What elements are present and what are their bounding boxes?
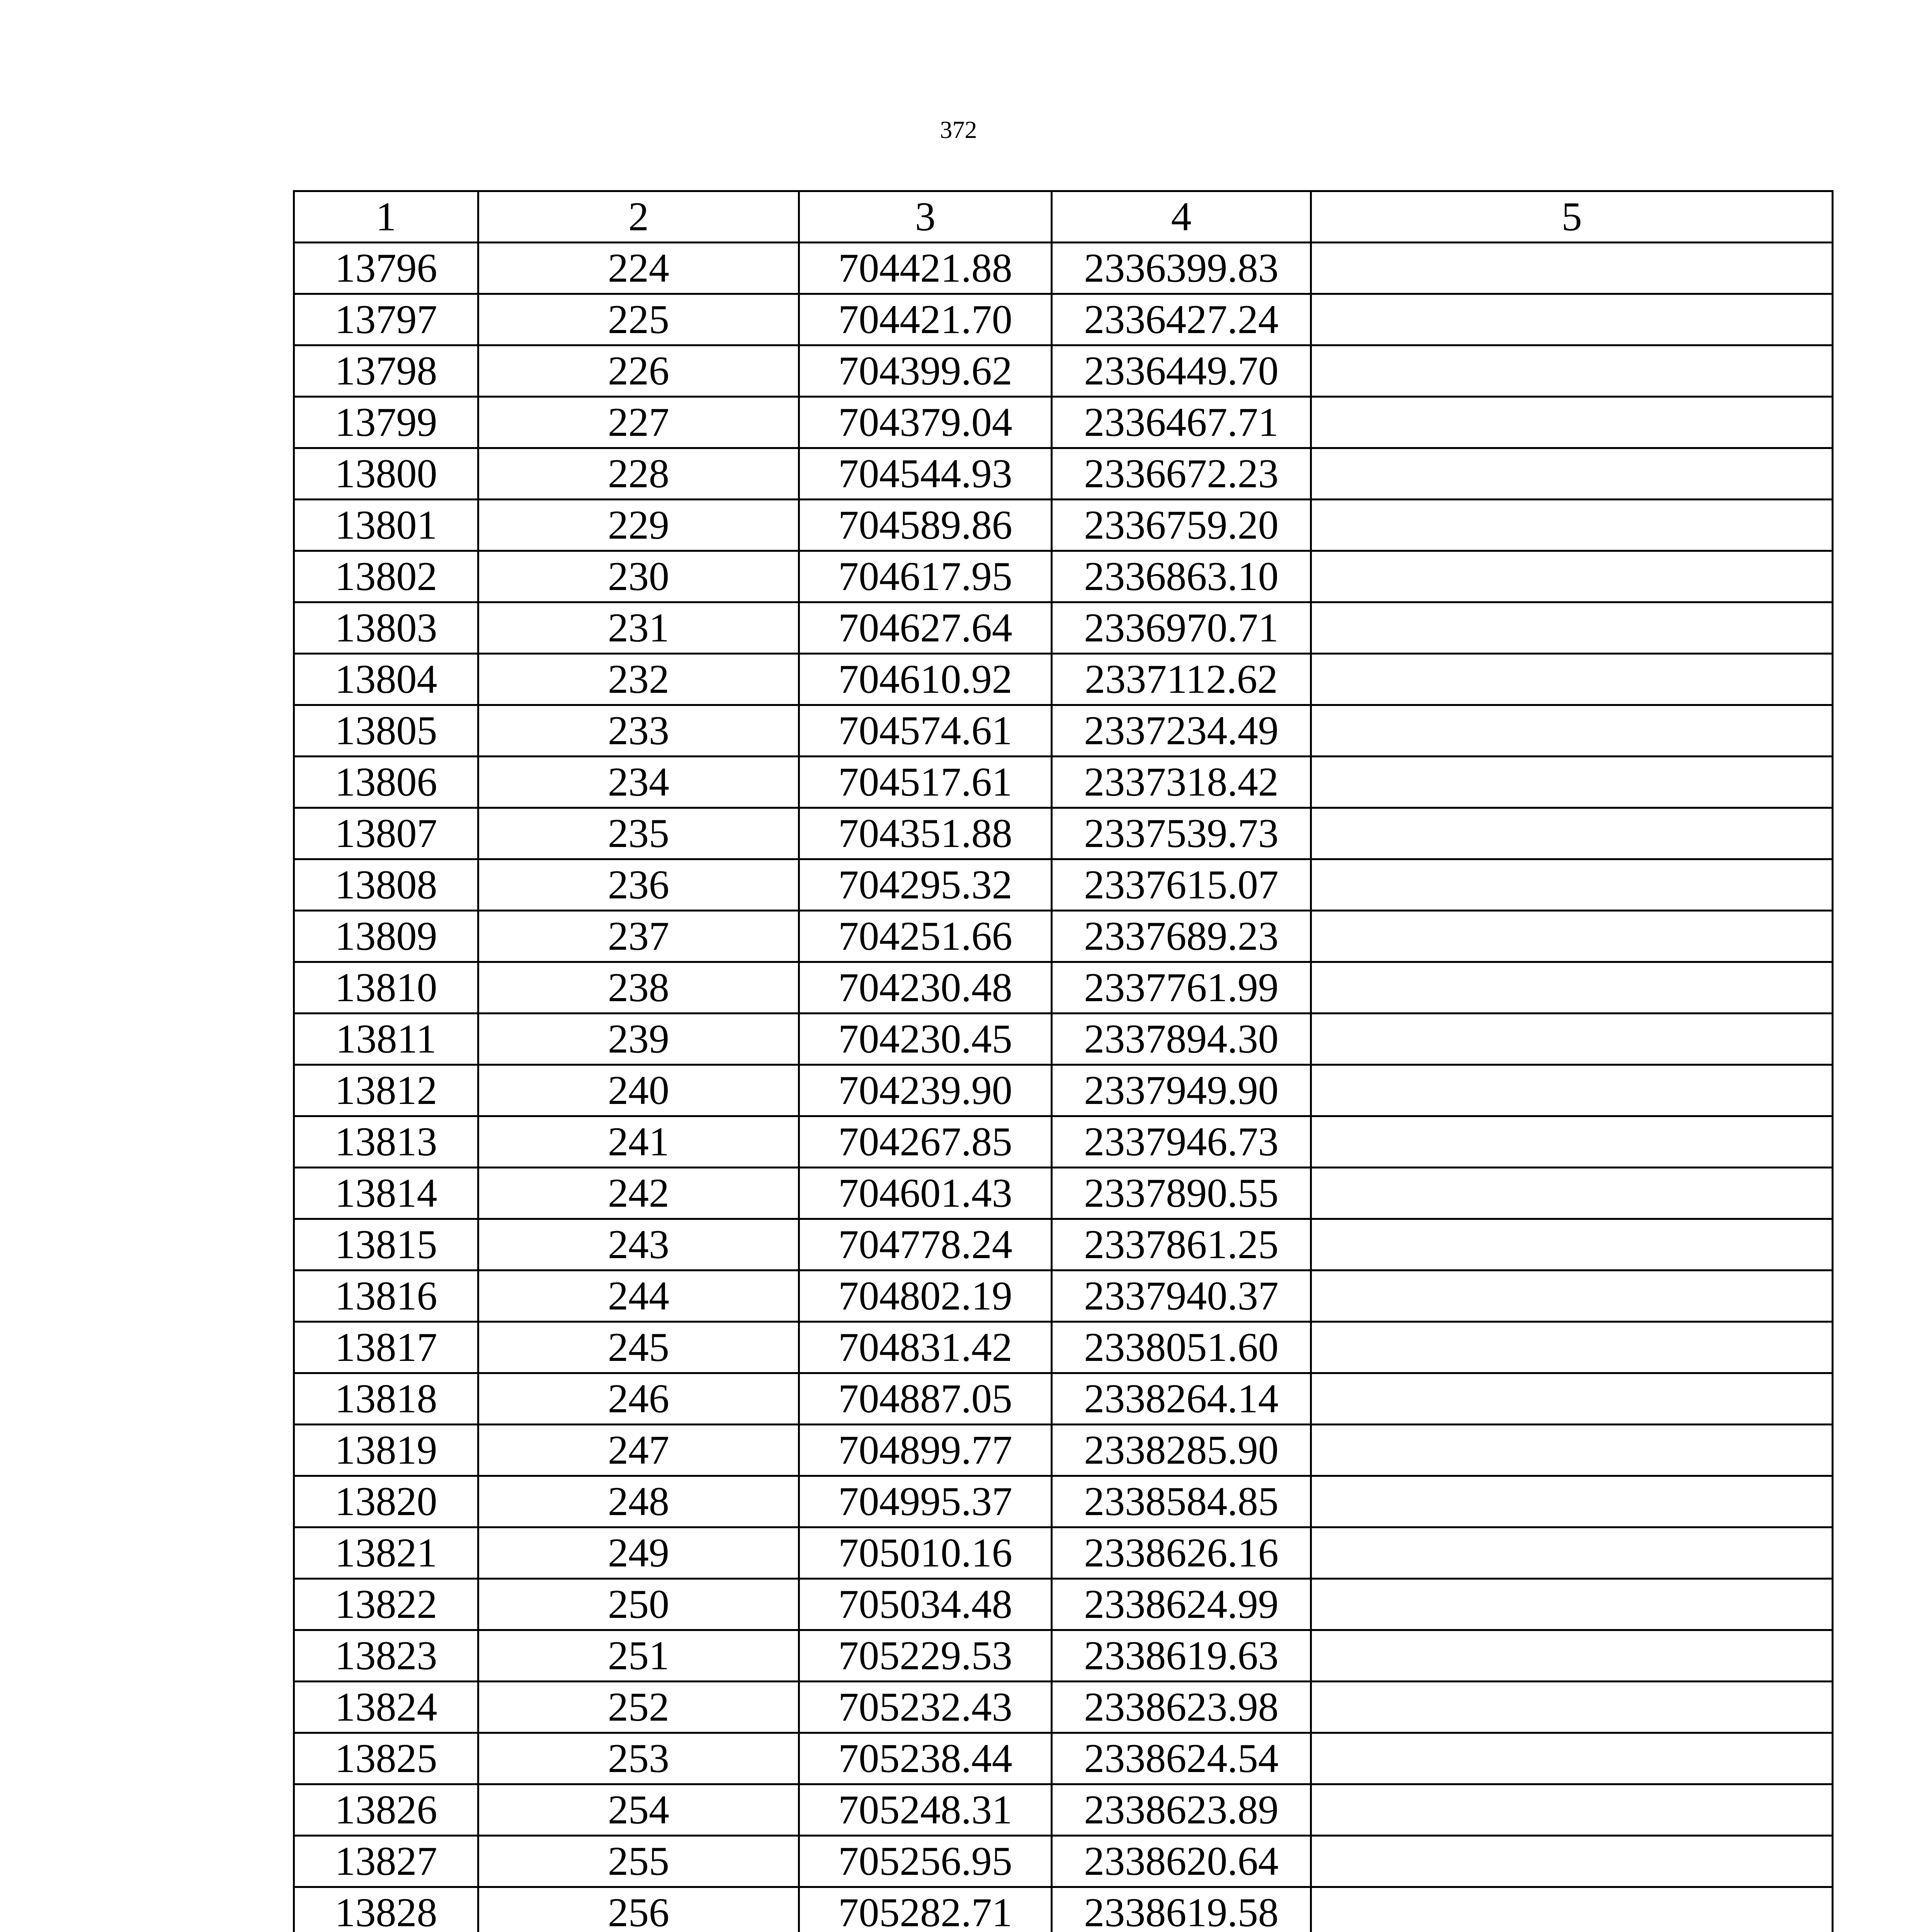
cell-col-3: 704995.37 [799, 1476, 1052, 1527]
cell-col-1: 13810 [294, 962, 478, 1014]
cell-col-3: 705238.44 [799, 1733, 1052, 1784]
cell-col-1: 13816 [294, 1270, 478, 1322]
cell-col-1: 13826 [294, 1784, 478, 1836]
cell-col-1: 13803 [294, 602, 478, 654]
table-row [294, 1065, 1833, 1116]
cell-col-1: 13805 [294, 705, 478, 757]
cell-col-4: 2336467.71 [1052, 397, 1311, 448]
cell-col-3: 704517.61 [799, 757, 1052, 808]
table-row [294, 911, 1833, 962]
cell-col-4: 2338619.58 [1052, 1887, 1311, 1932]
cell-col-2: 226 [478, 345, 799, 397]
cell-col-1: 13814 [294, 1168, 478, 1219]
cell-col-2: 228 [478, 448, 799, 500]
cell-col-1: 13813 [294, 1116, 478, 1168]
cell-col-5 [1311, 1630, 1833, 1682]
cell-col-3: 704399.62 [799, 345, 1052, 397]
cell-col-4: 2337689.23 [1052, 911, 1311, 962]
cell-col-2: 247 [478, 1425, 799, 1476]
table-row [294, 397, 1833, 448]
cell-col-4: 2336449.70 [1052, 345, 1311, 397]
cell-col-5 [1311, 1579, 1833, 1630]
cell-col-5 [1311, 243, 1833, 294]
table-row [294, 1579, 1833, 1630]
cell-col-4: 2337318.42 [1052, 757, 1311, 808]
cell-col-3: 704421.70 [799, 294, 1052, 345]
table-row [294, 1270, 1833, 1322]
cell-col-4: 2337890.55 [1052, 1168, 1311, 1219]
cell-col-1: 13804 [294, 654, 478, 705]
cell-col-2: 230 [478, 551, 799, 602]
cell-col-3: 705248.31 [799, 1784, 1052, 1836]
cell-col-4: 2336863.10 [1052, 551, 1311, 602]
cell-col-4: 2338624.99 [1052, 1579, 1311, 1630]
cell-col-3: 704802.19 [799, 1270, 1052, 1322]
cell-col-1: 13796 [294, 243, 478, 294]
cell-col-3: 704899.77 [799, 1425, 1052, 1476]
cell-col-5 [1311, 1476, 1833, 1527]
cell-col-1: 13809 [294, 911, 478, 962]
cell-col-4: 2338264.14 [1052, 1373, 1311, 1425]
cell-col-5 [1311, 1682, 1833, 1733]
cell-col-3: 704610.92 [799, 654, 1052, 705]
cell-col-2: 225 [478, 294, 799, 345]
cell-col-2: 227 [478, 397, 799, 448]
cell-col-2: 253 [478, 1733, 799, 1784]
cell-col-3: 704617.95 [799, 551, 1052, 602]
cell-col-2: 231 [478, 602, 799, 654]
cell-col-5 [1311, 859, 1833, 911]
table-row [294, 962, 1833, 1014]
cell-col-5 [1311, 397, 1833, 448]
cell-col-5 [1311, 911, 1833, 962]
table-row [294, 1014, 1833, 1065]
cell-col-1: 13811 [294, 1014, 478, 1065]
cell-col-5 [1311, 1322, 1833, 1373]
cell-col-3: 704574.61 [799, 705, 1052, 757]
cell-col-1: 13817 [294, 1322, 478, 1373]
cell-col-4: 2338624.54 [1052, 1733, 1311, 1784]
cell-col-2: 250 [478, 1579, 799, 1630]
column-header-1: 1 [294, 191, 478, 243]
cell-col-3: 704589.86 [799, 500, 1052, 551]
cell-col-4: 2337112.62 [1052, 654, 1311, 705]
cell-col-5 [1311, 1270, 1833, 1322]
cell-col-4: 2336399.83 [1052, 243, 1311, 294]
cell-col-5 [1311, 1219, 1833, 1270]
cell-col-2: 242 [478, 1168, 799, 1219]
cell-col-3: 704351.88 [799, 808, 1052, 859]
cell-col-1: 13819 [294, 1425, 478, 1476]
cell-col-2: 236 [478, 859, 799, 911]
cell-col-4: 2338620.64 [1052, 1836, 1311, 1887]
cell-col-3: 704295.32 [799, 859, 1052, 911]
cell-col-2: 243 [478, 1219, 799, 1270]
cell-col-5 [1311, 1887, 1833, 1932]
cell-col-2: 241 [478, 1116, 799, 1168]
cell-col-5 [1311, 757, 1833, 808]
cell-col-3: 705232.43 [799, 1682, 1052, 1733]
cell-col-2: 224 [478, 243, 799, 294]
cell-col-1: 13828 [294, 1887, 478, 1932]
cell-col-2: 232 [478, 654, 799, 705]
cell-col-4: 2338623.89 [1052, 1784, 1311, 1836]
cell-col-3: 704627.64 [799, 602, 1052, 654]
column-header-4: 4 [1052, 191, 1311, 243]
table-header-row [294, 191, 1833, 243]
cell-col-3: 705010.16 [799, 1527, 1052, 1579]
cell-col-5 [1311, 294, 1833, 345]
cell-col-5 [1311, 1014, 1833, 1065]
table-row [294, 1425, 1833, 1476]
column-header-2: 2 [478, 191, 799, 243]
cell-col-4: 2337940.37 [1052, 1270, 1311, 1322]
cell-col-2: 249 [478, 1527, 799, 1579]
table-body [294, 243, 1833, 1932]
cell-col-3: 704239.90 [799, 1065, 1052, 1116]
cell-col-1: 13815 [294, 1219, 478, 1270]
cell-col-5 [1311, 705, 1833, 757]
table-row [294, 1116, 1833, 1168]
table-row [294, 602, 1833, 654]
cell-col-4: 2337761.99 [1052, 962, 1311, 1014]
column-header-5: 5 [1311, 191, 1833, 243]
cell-col-4: 2337946.73 [1052, 1116, 1311, 1168]
cell-col-5 [1311, 1425, 1833, 1476]
cell-col-1: 13827 [294, 1836, 478, 1887]
cell-col-3: 704778.24 [799, 1219, 1052, 1270]
cell-col-5 [1311, 1733, 1833, 1784]
cell-col-5 [1311, 448, 1833, 500]
cell-col-1: 13797 [294, 294, 478, 345]
cell-col-4: 2337894.30 [1052, 1014, 1311, 1065]
cell-col-2: 245 [478, 1322, 799, 1373]
table-row [294, 448, 1833, 500]
cell-col-4: 2336672.23 [1052, 448, 1311, 500]
cell-col-1: 13825 [294, 1733, 478, 1784]
cell-col-4: 2336427.24 [1052, 294, 1311, 345]
table-row [294, 757, 1833, 808]
cell-col-1: 13799 [294, 397, 478, 448]
table-row [294, 1887, 1833, 1932]
cell-col-2: 239 [478, 1014, 799, 1065]
cell-col-5 [1311, 1784, 1833, 1836]
table-row [294, 1836, 1833, 1887]
cell-col-4: 2336970.71 [1052, 602, 1311, 654]
cell-col-4: 2337234.49 [1052, 705, 1311, 757]
cell-col-2: 246 [478, 1373, 799, 1425]
cell-col-1: 13807 [294, 808, 478, 859]
coordinates-table [293, 190, 1834, 1932]
cell-col-1: 13820 [294, 1476, 478, 1527]
cell-col-5 [1311, 962, 1833, 1014]
cell-col-2: 229 [478, 500, 799, 551]
table-row [294, 1219, 1833, 1270]
cell-col-1: 13798 [294, 345, 478, 397]
cell-col-1: 13806 [294, 757, 478, 808]
cell-col-4: 2337539.73 [1052, 808, 1311, 859]
cell-col-2: 244 [478, 1270, 799, 1322]
cell-col-4: 2336759.20 [1052, 500, 1311, 551]
table-row [294, 859, 1833, 911]
cell-col-4: 2338051.60 [1052, 1322, 1311, 1373]
cell-col-2: 233 [478, 705, 799, 757]
table-row [294, 500, 1833, 551]
cell-col-5 [1311, 1527, 1833, 1579]
cell-col-4: 2338623.98 [1052, 1682, 1311, 1733]
cell-col-5 [1311, 500, 1833, 551]
cell-col-1: 13800 [294, 448, 478, 500]
cell-col-4: 2338285.90 [1052, 1425, 1311, 1476]
table-row [294, 1733, 1833, 1784]
table-row [294, 1682, 1833, 1733]
cell-col-3: 704421.88 [799, 243, 1052, 294]
cell-col-3: 704544.93 [799, 448, 1052, 500]
cell-col-3: 704267.85 [799, 1116, 1052, 1168]
cell-col-3: 704230.48 [799, 962, 1052, 1014]
cell-col-4: 2337949.90 [1052, 1065, 1311, 1116]
cell-col-1: 13821 [294, 1527, 478, 1579]
cell-col-2: 251 [478, 1630, 799, 1682]
table-row [294, 1476, 1833, 1527]
cell-col-2: 238 [478, 962, 799, 1014]
cell-col-1: 13812 [294, 1065, 478, 1116]
cell-col-3: 705034.48 [799, 1579, 1052, 1630]
cell-col-2: 254 [478, 1784, 799, 1836]
table-row [294, 1168, 1833, 1219]
table-row [294, 1527, 1833, 1579]
table-row [294, 654, 1833, 705]
cell-col-5 [1311, 551, 1833, 602]
table-row [294, 243, 1833, 294]
column-header-3: 3 [799, 191, 1052, 243]
cell-col-5 [1311, 1373, 1833, 1425]
cell-col-4: 2337615.07 [1052, 859, 1311, 911]
cell-col-4: 2338584.85 [1052, 1476, 1311, 1527]
cell-col-1: 13824 [294, 1682, 478, 1733]
cell-col-3: 705282.71 [799, 1887, 1052, 1932]
table-row [294, 808, 1833, 859]
cell-col-5 [1311, 602, 1833, 654]
cell-col-5 [1311, 808, 1833, 859]
page-number: 372 [940, 116, 977, 143]
cell-col-2: 240 [478, 1065, 799, 1116]
cell-col-1: 13802 [294, 551, 478, 602]
cell-col-2: 237 [478, 911, 799, 962]
cell-col-2: 256 [478, 1887, 799, 1932]
cell-col-3: 704887.05 [799, 1373, 1052, 1425]
cell-col-2: 248 [478, 1476, 799, 1527]
cell-col-3: 705229.53 [799, 1630, 1052, 1682]
cell-col-4: 2337861.25 [1052, 1219, 1311, 1270]
cell-col-1: 13801 [294, 500, 478, 551]
cell-col-2: 234 [478, 757, 799, 808]
cell-col-5 [1311, 1168, 1833, 1219]
cell-col-4: 2338626.16 [1052, 1527, 1311, 1579]
table-row [294, 551, 1833, 602]
cell-col-5 [1311, 1065, 1833, 1116]
cell-col-5 [1311, 345, 1833, 397]
cell-col-5 [1311, 654, 1833, 705]
table-row [294, 1630, 1833, 1682]
cell-col-5 [1311, 1116, 1833, 1168]
cell-col-2: 252 [478, 1682, 799, 1733]
cell-col-1: 13808 [294, 859, 478, 911]
table-row [294, 294, 1833, 345]
cell-col-1: 13822 [294, 1579, 478, 1630]
cell-col-2: 235 [478, 808, 799, 859]
cell-col-4: 2338619.63 [1052, 1630, 1311, 1682]
cell-col-2: 255 [478, 1836, 799, 1887]
cell-col-3: 704831.42 [799, 1322, 1052, 1373]
cell-col-3: 704230.45 [799, 1014, 1052, 1065]
table-row [294, 1784, 1833, 1836]
cell-col-3: 704601.43 [799, 1168, 1052, 1219]
table-row [294, 705, 1833, 757]
cell-col-1: 13818 [294, 1373, 478, 1425]
cell-col-3: 705256.95 [799, 1836, 1052, 1887]
cell-col-3: 704251.66 [799, 911, 1052, 962]
table-row [294, 345, 1833, 397]
table-row [294, 1322, 1833, 1373]
cell-col-5 [1311, 1836, 1833, 1887]
cell-col-3: 704379.04 [799, 397, 1052, 448]
cell-col-1: 13823 [294, 1630, 478, 1682]
table-row [294, 1373, 1833, 1425]
